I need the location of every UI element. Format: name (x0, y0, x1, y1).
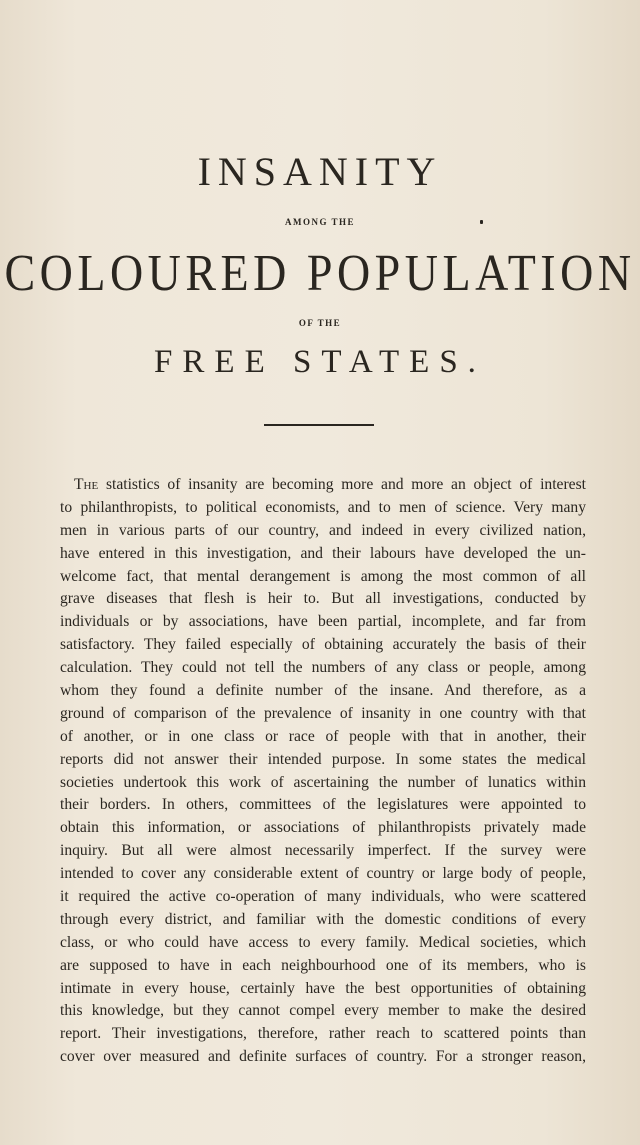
lead-small-caps: The (74, 476, 99, 493)
text-line: this knowledge, but they cannot compel every member to make the desired (60, 1002, 586, 1020)
text-line: intended to cover any considerable extent of country or large body of people, (60, 865, 586, 883)
text-line: it required the active co-operation of many individuals, who were scattered (60, 888, 586, 906)
text-line: The statistics of insanity are becoming more and more an object of interest (74, 476, 586, 493)
text-line: societies undertook this work of ascertaining the number of lunatics within (60, 773, 586, 791)
text-line: report. Their investigations, therefore, rather reach to scattered points than (60, 1025, 586, 1043)
text-line: class, or who could have access to every family. Medical societies, which (60, 933, 586, 951)
text-line: calculation. They could not tell the numbers of any class or people, among (60, 659, 586, 677)
text-line: satisfactory. They failed especially of obtaining accurately the basis of their (60, 636, 586, 654)
title-connector-of-the: OF THE (298, 318, 342, 328)
text-line: to philanthropists, to political economists, and to men of science. Very many (60, 498, 586, 516)
title-free-states: FREE STATES. (154, 344, 486, 380)
title-connector-among: AMONG THE (284, 217, 356, 227)
print-speck (480, 220, 483, 224)
text-line: individuals or by associations, have been partial, incomplete, and far from (60, 613, 586, 631)
text-line: obtain this information, or associations of philanthropists privately made (60, 819, 586, 837)
page-title: INSANITY (197, 149, 443, 194)
text-line: have entered in this investigation, and their labours have developed the un- (60, 544, 586, 562)
text-line: their borders. In others, committees of the legislatures were appointed to (60, 796, 586, 814)
text-line: men in various parts of our country, and indeed in every civilized nation, (60, 521, 586, 539)
text-line: of another, or in one class or race of people with that in another, their (60, 727, 586, 745)
text-line: inquiry. But all were almost necessarily imperfect. If the survey were (60, 842, 586, 860)
text-line: welcome fact, that mental derangement is among the most common of all (60, 567, 586, 585)
title-divider-rule (264, 424, 374, 426)
text-line: whom they found a definite number of the insane. And therefore, as a (60, 682, 586, 700)
text-line: intimate in every house, certainly have the best opportunities of obtaining (60, 979, 586, 997)
text-line: reports did not answer their intended purpose. In some states the medical (60, 750, 586, 768)
text-line: cover over measured and definite surfaces of country. For a stronger reason, (60, 1048, 586, 1066)
text-line: ground of comparison of the prevalence of insanity in one country with that (60, 704, 586, 722)
text-line: grave diseases that flesh is heir to. But all investigations, conducted by (60, 590, 586, 608)
text-line: are supposed to have in each neighbourhood one of its members, who is (60, 956, 586, 974)
title-coloured-population: COLOURED POPULATION (4, 243, 636, 302)
text-line: through every district, and familiar with the domestic conditions of every (60, 910, 586, 928)
body-paragraph (60, 474, 586, 1069)
